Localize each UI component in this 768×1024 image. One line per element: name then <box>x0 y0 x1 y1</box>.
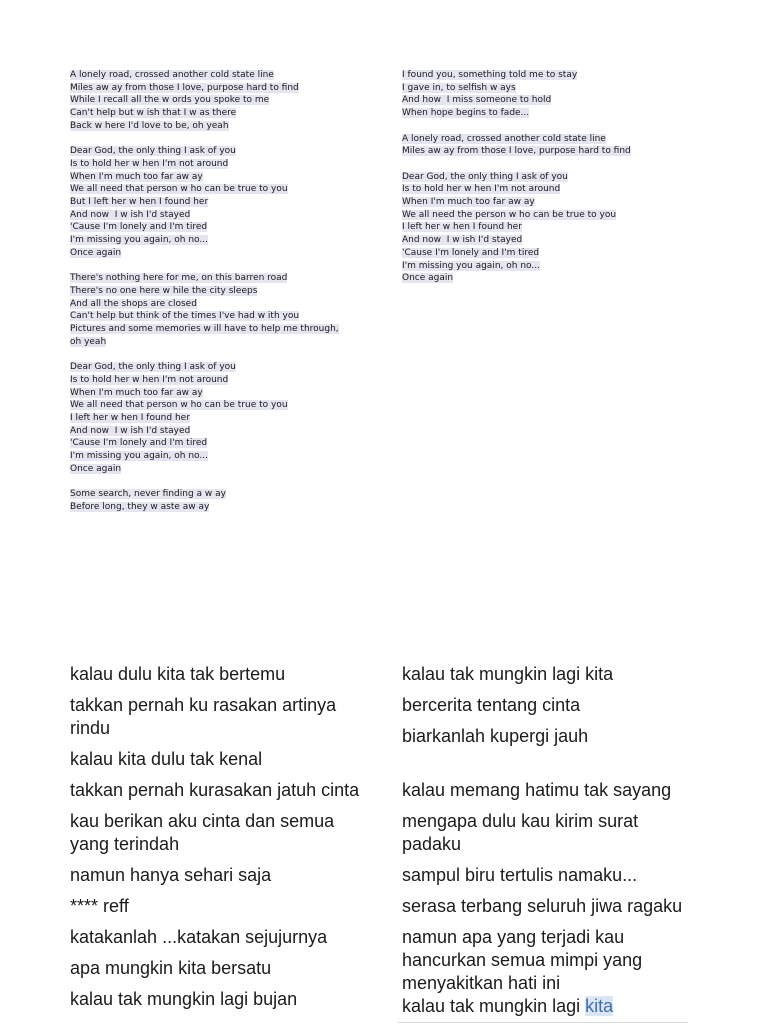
lyric-line <box>70 285 380 298</box>
lyric-text: When I'm much too far aw ay <box>70 387 203 398</box>
lyric-line <box>402 107 702 120</box>
lyric-text: Once again <box>402 273 454 284</box>
lyric-line <box>70 437 380 450</box>
indonesian-lyrics-page <box>0 655 768 1024</box>
english-lyrics-left-column <box>70 69 380 514</box>
lyric-line: katakanlah ...katakan sejujurnya <box>70 927 328 947</box>
lyric-line <box>70 107 380 120</box>
lyric-line: kau berikan aku cinta dan semua yang terindah <box>70 811 335 854</box>
lyric-text: There's nothing here for me, on this barren road <box>70 273 288 284</box>
lyric-line: **** reff <box>70 896 129 916</box>
lyric-text: oh yeah <box>70 336 107 347</box>
lyric-text: When I'm much too far aw ay <box>70 171 203 182</box>
lyric-text: A lonely road, crossed another cold state line <box>70 70 274 80</box>
lyric-text: I'm missing you again, oh no... <box>402 260 540 271</box>
lyric-text: Is to hold her w hen I'm not around <box>402 184 561 195</box>
lyric-line: takkan pernah ku rasakan artinya rindu <box>70 695 337 738</box>
text-selection[interactable]: kita <box>585 996 614 1016</box>
lyric-line <box>70 196 380 209</box>
lyric-text: Miles aw ay from those I love, purpose hard to find <box>70 82 299 93</box>
lyric-text: Is to hold her w hen I'm not around <box>70 374 229 385</box>
lyric-line <box>70 310 380 323</box>
lyric-text: Is to hold her w hen I'm not around <box>70 158 229 169</box>
lyric-text: We all need that person w ho can be true to you <box>70 400 288 411</box>
lyric-line: namun hanya sehari saja <box>70 865 272 885</box>
lyric-line: kalau tak mungkin lagi kita <box>402 664 614 684</box>
lyric-line: mengapa dulu kau kirim surat padaku <box>402 811 639 854</box>
lyric-text: While I recall all the w ords you spoke to me <box>70 95 270 106</box>
lyric-line: kalau dulu kita tak bertemu <box>70 664 286 684</box>
lyric-text: A lonely road, crossed another cold state line <box>402 133 606 144</box>
lyric-line <box>402 196 702 209</box>
divider <box>398 1022 688 1023</box>
lyric-line <box>70 82 380 95</box>
lyric-line <box>70 69 380 82</box>
stanza-gap <box>402 158 702 171</box>
indonesian-lyrics-right-column <box>402 663 702 1018</box>
lyric-line: sampul biru tertulis namaku... <box>402 865 638 885</box>
lyric-line <box>402 171 702 184</box>
lyric-text: 'Cause I'm lonely and I'm tired <box>70 438 208 449</box>
lyric-line <box>70 158 380 171</box>
lyric-text: We all need that person w ho can be true to you <box>70 184 288 195</box>
lyric-line <box>402 272 702 285</box>
lyric-line <box>70 336 380 349</box>
lyric-line <box>70 120 380 133</box>
lyric-text: I'm missing you again, oh no... <box>70 235 208 246</box>
lyric-line <box>70 374 380 387</box>
lyric-line <box>70 298 380 311</box>
lyric-line <box>70 463 380 476</box>
lyric-text: And all the shops are closed <box>70 298 197 309</box>
lyric-line <box>402 221 702 234</box>
lyric-line <box>70 247 380 260</box>
lyric-line <box>402 234 702 247</box>
lyric-text: Once again <box>70 247 122 258</box>
lyric-line: namun apa yang terjadi kau hancurkan semua mimpi yang menyakitkan hati ini <box>402 927 643 993</box>
lyric-line: kalau tak mungkin lagi bujan <box>70 989 298 1009</box>
lyric-text: I left her w hen I found her <box>70 412 190 423</box>
lyric-text: And now I w ish I'd stayed <box>402 235 523 246</box>
lyric-text: 'Cause I'm lonely and I'm tired <box>402 247 540 258</box>
lyric-line <box>70 501 380 514</box>
lyric-text: Miles aw ay from those I love, purpose hard to find <box>402 146 631 157</box>
lyric-text: Dear God, the only thing I ask of you <box>402 171 568 182</box>
lyric-line: serasa terbang seluruh jiwa ragaku <box>402 896 683 916</box>
lyric-line <box>70 171 380 184</box>
lyric-text: When I'm much too far aw ay <box>402 197 535 207</box>
lyric-line <box>70 145 380 158</box>
lyric-text: I'm missing you again, oh no... <box>70 451 208 462</box>
lyric-line-prefix: kalau tak mungkin lagi <box>402 996 586 1016</box>
lyric-line <box>70 425 380 438</box>
stanza-gap <box>70 475 380 488</box>
lyric-text: Can't help but w ish that I w as there <box>70 108 237 119</box>
lyric-text: Dear God, the only thing I ask of you <box>70 362 236 373</box>
lyric-line: biarkanlah kupergi jauh <box>402 726 589 746</box>
lyric-text: Can't help but think of the times I've had w ith you <box>70 311 300 322</box>
lyric-line <box>402 209 702 222</box>
lyric-line: bercerita tentang cinta <box>402 695 581 715</box>
indonesian-lyrics-left-column <box>70 663 370 1019</box>
lyric-text: Before long, they w aste aw ay <box>70 501 210 512</box>
lyric-text: But I left her w hen I found her <box>70 197 209 208</box>
lyric-line <box>402 69 702 82</box>
lyric-text: Dear God, the only thing I ask of you <box>70 146 236 157</box>
stanza-gap <box>402 756 702 779</box>
lyric-line <box>402 94 702 107</box>
lyric-line <box>70 361 380 374</box>
lyric-text: I left her w hen I found her <box>402 222 522 233</box>
lyric-line <box>402 145 702 158</box>
selected-lyric-line[interactable] <box>402 995 702 1018</box>
lyric-line <box>402 247 702 260</box>
lyric-text: Back w here I'd love to be, oh yeah <box>70 120 229 131</box>
lyric-text: There's no one here w hile the city sleeps <box>70 285 258 296</box>
lyric-line <box>70 450 380 463</box>
lyric-line <box>70 209 380 222</box>
lyric-line: kalau memang hatimu tak sayang <box>402 780 672 800</box>
lyric-text: I found you, something told me to stay <box>402 70 578 80</box>
lyric-line <box>70 323 380 336</box>
lyric-text: Once again <box>70 463 122 474</box>
lyric-text: Some search, never finding a w ay <box>70 489 226 500</box>
lyric-text: When hope begins to fade... <box>402 108 530 119</box>
lyric-line <box>70 488 380 501</box>
lyric-text: And now I w ish I'd stayed <box>70 425 191 436</box>
lyric-line <box>70 94 380 107</box>
lyric-line <box>402 260 702 273</box>
lyric-line <box>70 183 380 196</box>
lyric-text: And how I miss someone to hold <box>402 95 552 106</box>
lyric-line <box>70 399 380 412</box>
lyric-text: And now I w ish I'd stayed <box>70 209 191 220</box>
lyric-line: apa mungkin kita bersatu <box>70 958 272 978</box>
stanza-gap <box>70 348 380 361</box>
english-lyrics-right-column <box>402 69 702 285</box>
stanza-gap <box>402 120 702 133</box>
stanza-gap <box>70 133 380 146</box>
lyric-line <box>402 133 702 146</box>
lyric-line <box>70 387 380 400</box>
lyric-line <box>402 82 702 95</box>
lyric-text: Pictures and some memories w ill have to help me through, <box>70 324 339 335</box>
lyric-line <box>70 221 380 234</box>
lyric-line <box>70 234 380 247</box>
stanza-gap <box>70 260 380 273</box>
lyric-line <box>402 183 702 196</box>
lyric-line: takkan pernah kurasakan jatuh cinta <box>70 780 360 800</box>
lyric-line <box>70 272 380 285</box>
lyric-text: I gave in, to selfish w ays <box>402 82 516 93</box>
lyric-line: kalau kita dulu tak kenal <box>70 749 263 769</box>
lyric-text: We all need the person w ho can be true to you <box>402 209 617 220</box>
lyric-line <box>70 412 380 425</box>
lyric-text: 'Cause I'm lonely and I'm tired <box>70 222 208 233</box>
